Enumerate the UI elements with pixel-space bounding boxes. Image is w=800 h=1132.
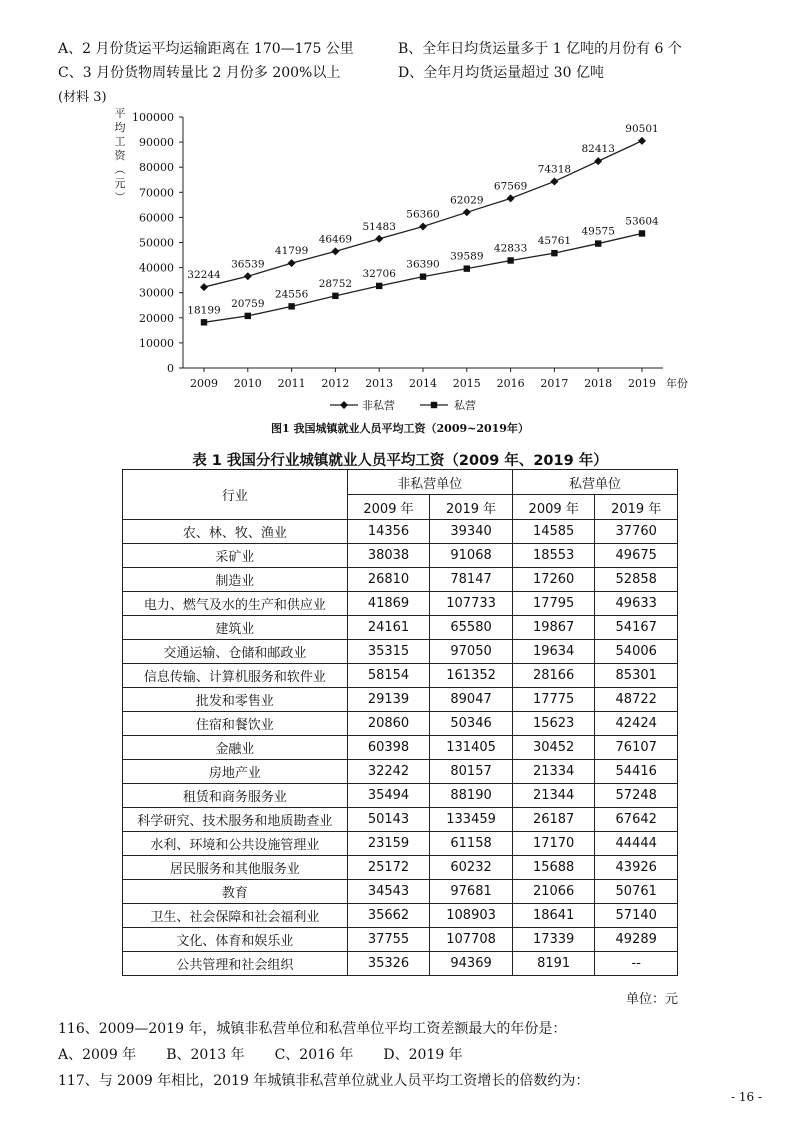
question-116-options — [58, 1044, 463, 1064]
x-tick-label: 2011 — [277, 377, 306, 390]
table-row — [123, 568, 678, 592]
table-row — [123, 592, 678, 616]
value-cell: 19634 — [512, 640, 595, 664]
value-cell: 42424 — [595, 712, 678, 736]
page-number: - 16 - — [730, 1090, 762, 1104]
value-cell: 97050 — [430, 640, 513, 664]
value-cell: 131405 — [430, 736, 513, 760]
value-cell: 108903 — [430, 904, 513, 928]
data-point-private — [551, 250, 557, 256]
table-unit: 单位：元 — [625, 992, 678, 1007]
x-axis-label: 年份 — [666, 377, 688, 390]
value-cell: 14356 — [347, 520, 430, 544]
question-117: 117、与 2009 年相比，2019 年城镇非私营单位就业人员平均工资增长的倍数约为： — [58, 1073, 590, 1089]
chart-legend — [330, 398, 476, 412]
data-point-private — [507, 257, 513, 263]
value-cell: 8191 — [512, 952, 595, 976]
table-row — [123, 904, 678, 928]
industry-cell: 农、林、牧、渔业 — [123, 520, 348, 544]
industry-cell: 金融业 — [123, 736, 348, 760]
industry-cell: 卫生、社会保障和社会福利业 — [123, 904, 348, 928]
value-cell: 17775 — [512, 688, 595, 712]
value-cell: 37755 — [347, 928, 430, 952]
value-cell: 14585 — [512, 520, 595, 544]
header-industry: 行业 — [123, 470, 348, 520]
value-cell: 50346 — [430, 712, 513, 736]
table-row — [123, 688, 678, 712]
y-tick-label: 100000 — [132, 111, 174, 124]
data-label-nonprivate: 90501 — [625, 122, 659, 135]
data-point-nonprivate — [463, 208, 471, 216]
x-tick-label: 2010 — [233, 377, 262, 390]
table-row — [123, 832, 678, 856]
table-row — [123, 712, 678, 736]
y-tick-label: 50000 — [139, 236, 174, 250]
y-axis-label — [115, 107, 127, 204]
value-cell: 80157 — [430, 760, 513, 784]
table-row — [123, 784, 678, 808]
q116-option-d: D、2019 年 — [383, 1047, 463, 1063]
legend-label-nonprivate: 非私营 — [362, 399, 395, 412]
industry-cell: 居民服务和其他服务业 — [123, 856, 348, 880]
value-cell: 60398 — [347, 736, 430, 760]
y-tick-label: 20000 — [139, 311, 174, 325]
value-cell: 89047 — [430, 688, 513, 712]
value-cell: 19867 — [512, 616, 595, 640]
x-tick-label: 2015 — [452, 377, 481, 390]
value-cell: 107708 — [430, 928, 513, 952]
value-cell: 57248 — [595, 784, 678, 808]
table-row — [123, 664, 678, 688]
table-row — [123, 616, 678, 640]
x-tick-label: 2017 — [540, 377, 569, 390]
data-point-private — [288, 303, 294, 309]
value-cell: 133459 — [430, 808, 513, 832]
x-tick-label: 2013 — [365, 377, 394, 390]
legend-label-private: 私营 — [454, 399, 476, 412]
data-label-nonprivate: 82413 — [581, 143, 615, 156]
value-cell: 38038 — [347, 544, 430, 568]
wage-table — [122, 469, 678, 976]
options-row-2 — [58, 62, 760, 82]
value-cell: 17260 — [512, 568, 595, 592]
data-label-nonprivate: 56360 — [406, 208, 440, 221]
data-point-private — [332, 293, 338, 299]
data-label-private: 45761 — [537, 235, 572, 248]
data-point-nonprivate — [419, 223, 427, 231]
value-cell: 24161 — [347, 616, 430, 640]
value-cell: 41869 — [347, 592, 430, 616]
y-axis-label-text: 平均工资︵元︶ — [114, 107, 126, 204]
value-cell: -- — [595, 952, 678, 976]
y-tick-label: 10000 — [139, 336, 174, 350]
data-point-private — [201, 319, 207, 325]
table-row — [123, 928, 678, 952]
data-label-nonprivate: 36539 — [231, 258, 265, 271]
value-cell: 35315 — [347, 640, 430, 664]
data-label-private: 49575 — [581, 225, 615, 238]
industry-cell: 房地产业 — [123, 760, 348, 784]
value-cell: 21344 — [512, 784, 595, 808]
table-row — [123, 736, 678, 760]
header-nonprivate: 非私营单位 — [347, 470, 512, 495]
data-label-private: 42833 — [493, 242, 528, 255]
industry-cell: 信息传输、计算机服务和软件业 — [123, 664, 348, 688]
wage-line-chart — [0, 100, 800, 445]
x-tick-label: 2012 — [321, 377, 350, 390]
value-cell: 18553 — [512, 544, 595, 568]
industry-cell: 文化、体育和娱乐业 — [123, 928, 348, 952]
value-cell: 15623 — [512, 712, 595, 736]
value-cell: 26187 — [512, 808, 595, 832]
subheader-nonprivate-2009: 2009 年 — [347, 495, 430, 520]
value-cell: 94369 — [430, 952, 513, 976]
value-cell: 52858 — [595, 568, 678, 592]
value-cell: 21066 — [512, 880, 595, 904]
value-cell: 50761 — [595, 880, 678, 904]
y-tick-label: 80000 — [139, 161, 174, 175]
industry-cell: 租赁和商务服务业 — [123, 784, 348, 808]
data-label-private: 36390 — [406, 258, 440, 271]
value-cell: 58154 — [347, 664, 430, 688]
industry-cell: 建筑业 — [123, 616, 348, 640]
data-label-private: 39589 — [450, 250, 484, 263]
data-point-nonprivate — [550, 177, 558, 185]
value-cell: 54416 — [595, 760, 678, 784]
industry-cell: 交通运输、仓储和邮政业 — [123, 640, 348, 664]
data-point-private — [376, 283, 382, 289]
q116-option-a: A、2009 年 — [58, 1047, 137, 1063]
value-cell: 50143 — [347, 808, 430, 832]
data-point-private — [639, 230, 645, 236]
table-row — [123, 880, 678, 904]
value-cell: 76107 — [595, 736, 678, 760]
value-cell: 48722 — [595, 688, 678, 712]
data-point-nonprivate — [244, 272, 252, 280]
value-cell: 49633 — [595, 592, 678, 616]
legend-marker-nonprivate — [340, 401, 348, 409]
value-cell: 39340 — [430, 520, 513, 544]
table-row — [123, 952, 678, 976]
option-c: C、3 月份货物周转量比 2 月份多 200%以上 — [58, 65, 341, 81]
subheader-private-2009: 2009 年 — [512, 495, 595, 520]
industry-cell: 教育 — [123, 880, 348, 904]
x-tick-label: 2019 — [628, 377, 656, 390]
options-row-1 — [58, 38, 760, 58]
table-row — [123, 520, 678, 544]
value-cell: 60232 — [430, 856, 513, 880]
chart-title: 图1 我国城镇就业人员平均工资（2009~2019年） — [271, 422, 529, 435]
industry-cell: 制造业 — [123, 568, 348, 592]
data-label-private: 53604 — [625, 215, 659, 228]
table-row — [123, 544, 678, 568]
value-cell: 35326 — [347, 952, 430, 976]
x-tick-label: 2009 — [190, 377, 218, 390]
industry-cell: 公共管理和社会组织 — [123, 952, 348, 976]
industry-cell: 科学研究、技术服务和地质勘查业 — [123, 808, 348, 832]
value-cell: 88190 — [430, 784, 513, 808]
data-point-private — [464, 265, 470, 271]
industry-cell: 批发和零售业 — [123, 688, 348, 712]
option-d: D、全年月均货运量超过 30 亿吨 — [398, 65, 604, 81]
value-cell: 78147 — [430, 568, 513, 592]
data-label-nonprivate: 67569 — [493, 180, 528, 193]
data-label-private: 28752 — [318, 277, 353, 290]
material-label: (材料 3) — [58, 90, 107, 105]
data-label-nonprivate: 41799 — [274, 245, 309, 258]
value-cell: 54006 — [595, 640, 678, 664]
y-tick-label: 70000 — [139, 186, 174, 200]
value-cell: 35494 — [347, 784, 430, 808]
option-b: B、全年日均货运量多于 1 亿吨的月份有 6 个 — [398, 41, 682, 57]
y-tick-label: 90000 — [139, 136, 174, 150]
value-cell: 43926 — [595, 856, 678, 880]
data-point-private — [595, 240, 601, 246]
table-row — [123, 640, 678, 664]
value-cell: 23159 — [347, 832, 430, 856]
value-cell: 161352 — [430, 664, 513, 688]
table-row — [123, 760, 678, 784]
value-cell: 28166 — [512, 664, 595, 688]
q116-option-c: C、2016 年 — [274, 1047, 354, 1063]
data-point-private — [420, 273, 426, 279]
y-tick-label: 30000 — [139, 286, 174, 300]
value-cell: 67642 — [595, 808, 678, 832]
subheader-private-2019: 2019 年 — [595, 495, 678, 520]
value-cell: 17339 — [512, 928, 595, 952]
data-point-nonprivate — [331, 247, 339, 255]
x-tick-label: 2018 — [584, 377, 613, 390]
data-label-nonprivate: 74318 — [537, 163, 572, 176]
value-cell: 17170 — [512, 832, 595, 856]
value-cell: 49675 — [595, 544, 678, 568]
header-private: 私营单位 — [512, 470, 677, 495]
value-cell: 29139 — [347, 688, 430, 712]
data-point-nonprivate — [200, 283, 208, 291]
value-cell: 15688 — [512, 856, 595, 880]
industry-cell: 采矿业 — [123, 544, 348, 568]
value-cell: 26810 — [347, 568, 430, 592]
y-tick-label: 40000 — [139, 261, 174, 275]
data-label-nonprivate: 51483 — [362, 220, 396, 233]
x-tick-label: 2014 — [409, 377, 437, 390]
question-116: 116、2009—2019 年，城镇非私营单位和私营单位平均工资差额最大的年份是： — [58, 1021, 567, 1037]
value-cell: 54167 — [595, 616, 678, 640]
value-cell: 49289 — [595, 928, 678, 952]
value-cell: 17795 — [512, 592, 595, 616]
data-point-nonprivate — [594, 157, 602, 165]
data-label-private: 18199 — [187, 304, 221, 317]
value-cell: 65580 — [430, 616, 513, 640]
value-cell: 107733 — [430, 592, 513, 616]
value-cell: 20860 — [347, 712, 430, 736]
data-point-nonprivate — [507, 194, 515, 202]
value-cell: 57140 — [595, 904, 678, 928]
value-cell: 18641 — [512, 904, 595, 928]
industry-cell: 水利、环境和公共设施管理业 — [123, 832, 348, 856]
data-label-private: 24556 — [274, 288, 309, 301]
subheader-nonprivate-2019: 2019 年 — [430, 495, 513, 520]
table-row — [123, 808, 678, 832]
x-tick-label: 2016 — [496, 377, 525, 390]
data-point-private — [245, 313, 251, 319]
industry-cell: 电力、燃气及水的生产和供应业 — [123, 592, 348, 616]
legend-marker-private — [431, 402, 437, 408]
value-cell: 32242 — [347, 760, 430, 784]
value-cell: 97681 — [430, 880, 513, 904]
data-label-private: 20759 — [231, 297, 265, 310]
value-cell: 85301 — [595, 664, 678, 688]
y-tick-label: 60000 — [139, 211, 174, 225]
data-label-nonprivate: 46469 — [318, 233, 353, 246]
table-title: 表 1 我国分行业城镇就业人员平均工资（2009 年、2019 年） — [192, 453, 608, 469]
value-cell: 30452 — [512, 736, 595, 760]
value-cell: 21334 — [512, 760, 595, 784]
industry-cell: 住宿和餐饮业 — [123, 712, 348, 736]
data-point-nonprivate — [288, 259, 296, 267]
value-cell: 61158 — [430, 832, 513, 856]
data-label-nonprivate: 62029 — [450, 194, 484, 207]
value-cell: 34543 — [347, 880, 430, 904]
q116-option-b: B、2013 年 — [166, 1047, 245, 1063]
data-label-private: 32706 — [362, 267, 396, 280]
value-cell: 44444 — [595, 832, 678, 856]
value-cell: 37760 — [595, 520, 678, 544]
option-a: A、2 月份货运平均运输距离在 170—175 公里 — [58, 41, 354, 57]
data-label-nonprivate: 32244 — [187, 269, 221, 282]
value-cell: 91068 — [430, 544, 513, 568]
value-cell: 35662 — [347, 904, 430, 928]
data-point-nonprivate — [375, 235, 383, 243]
y-tick-label: 0 — [167, 362, 174, 375]
table-row — [123, 856, 678, 880]
value-cell: 25172 — [347, 856, 430, 880]
data-point-nonprivate — [638, 137, 646, 145]
